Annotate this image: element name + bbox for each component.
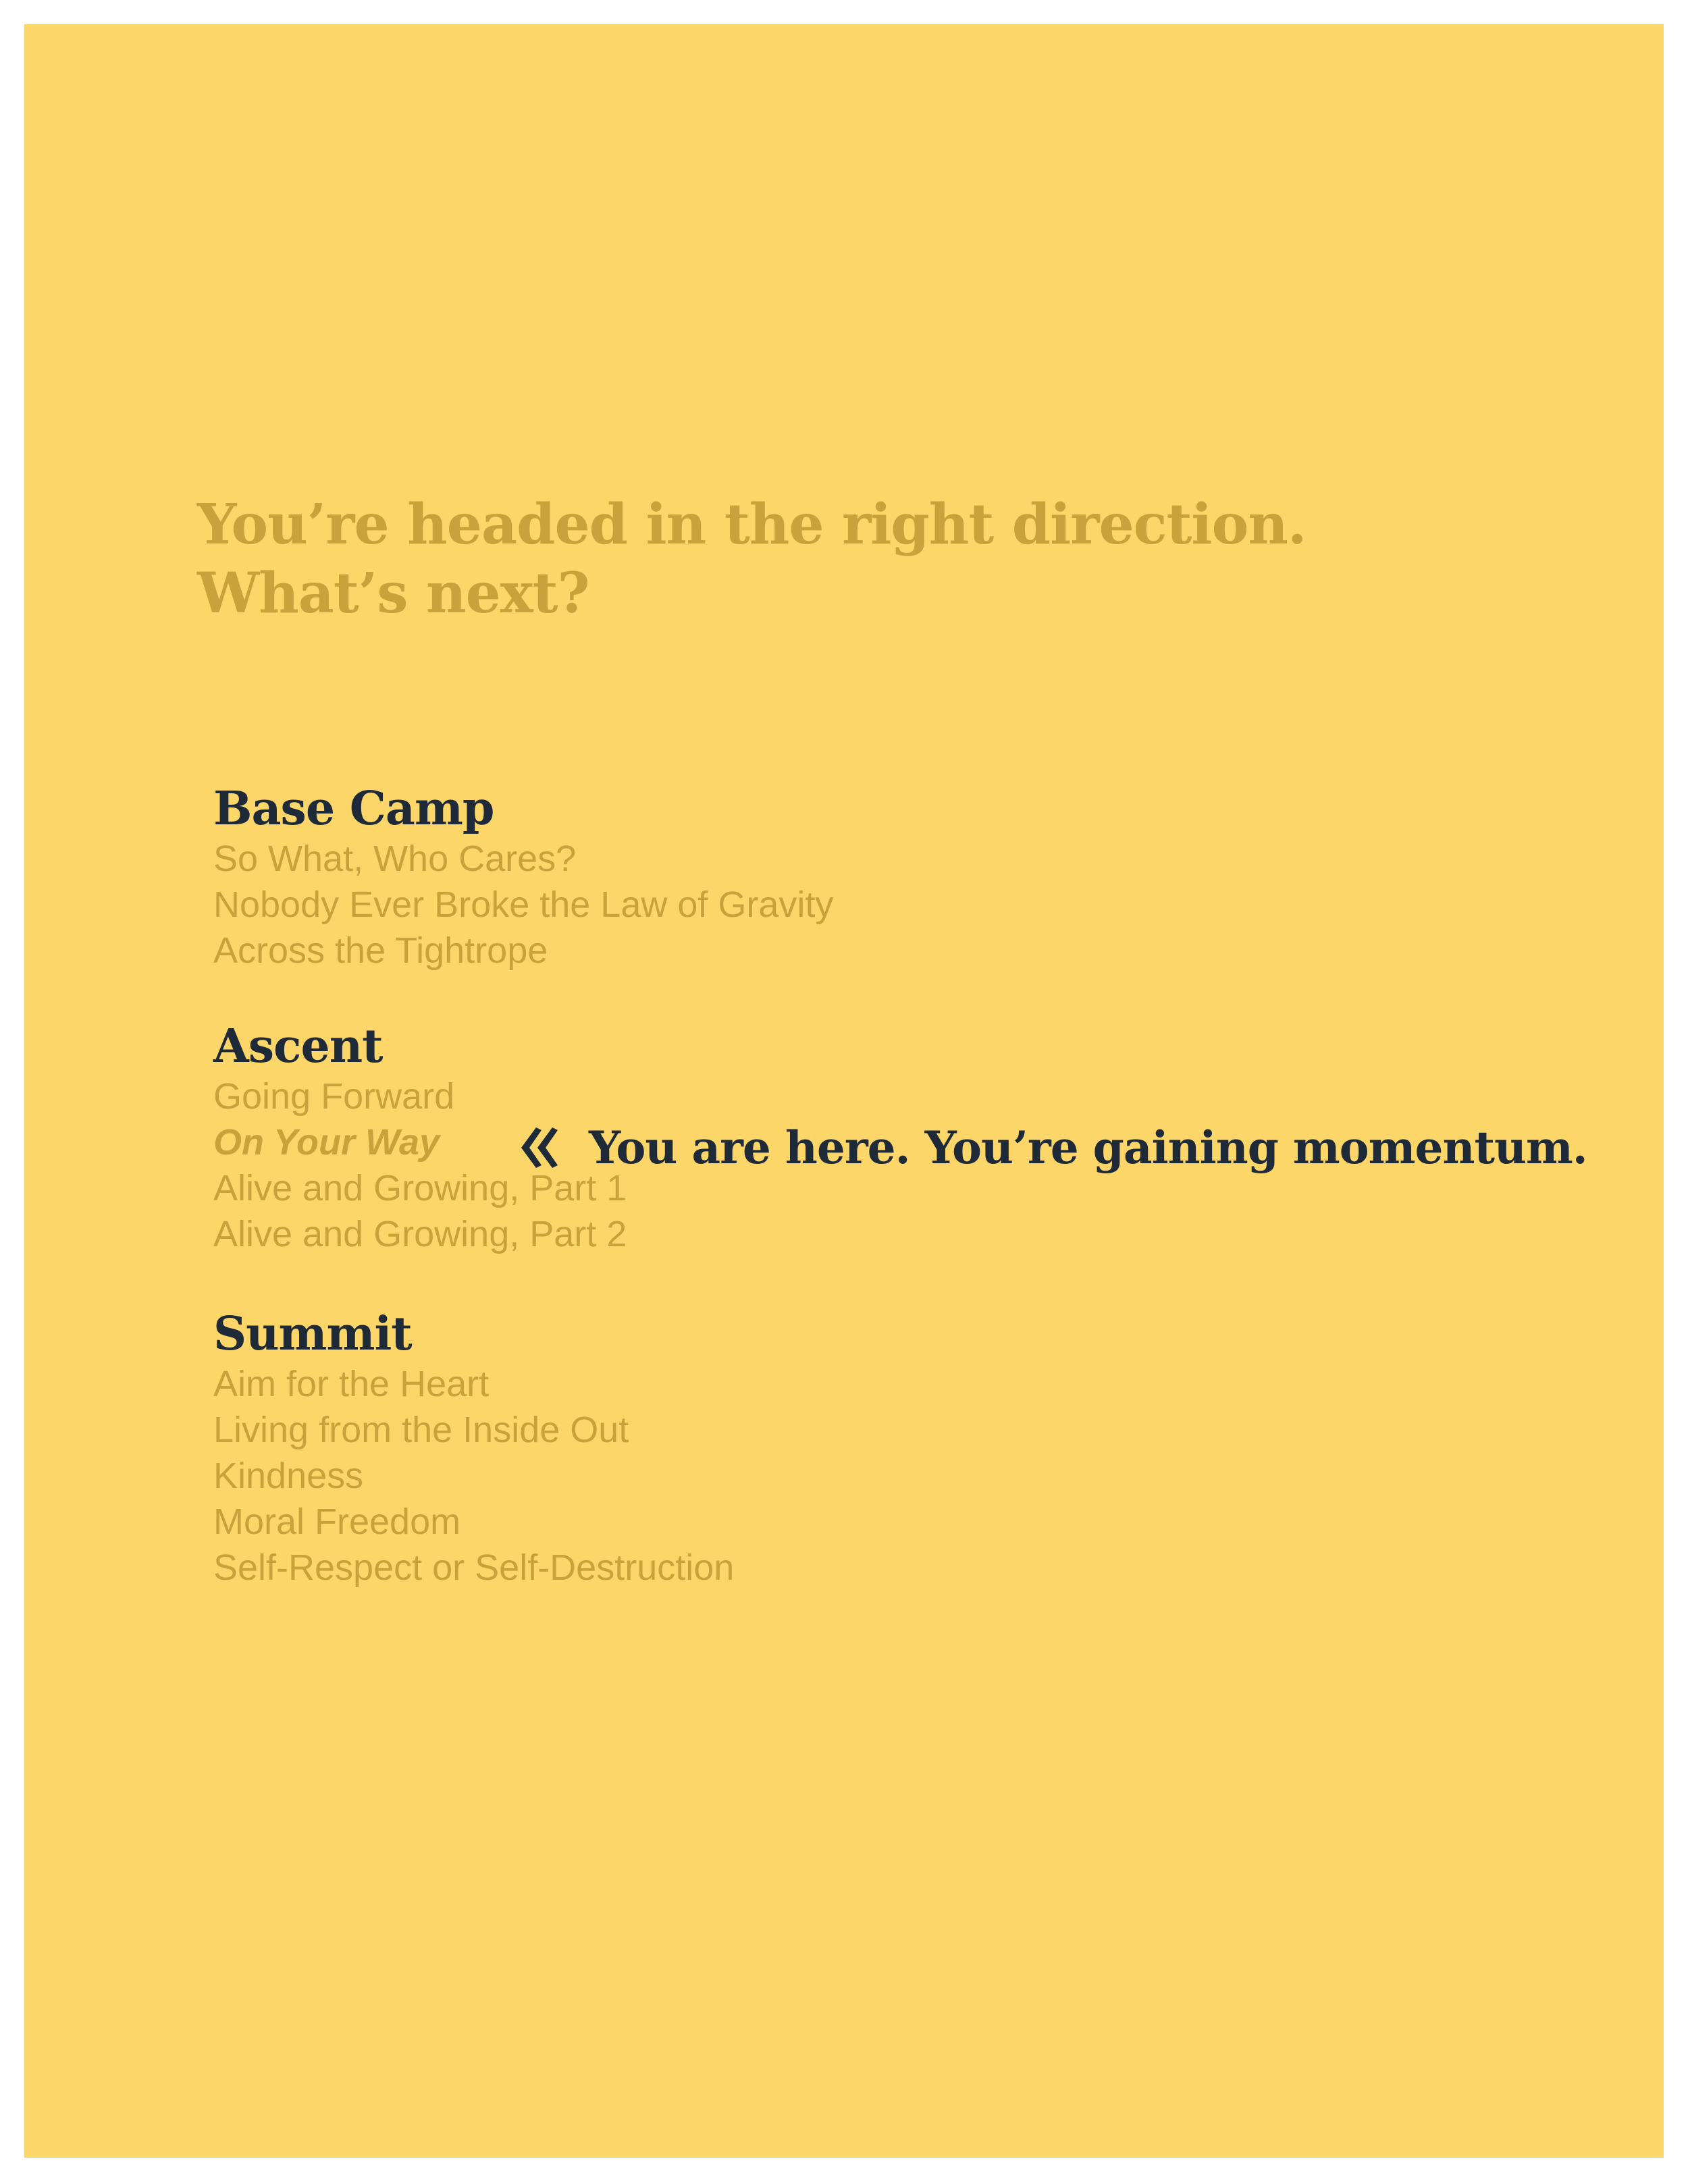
list-item: Aim for the Heart <box>213 1364 490 1404</box>
headline-line-1: You’re headed in the right direction. <box>197 492 1307 557</box>
you-are-here-marker <box>510 1121 1587 1175</box>
current-list-item: On Your Way <box>213 1122 440 1163</box>
double-chevron-left-icon <box>510 1121 564 1175</box>
headline-line-2: What’s next? <box>197 561 589 626</box>
list-item: Alive and Growing, Part 1 <box>213 1168 627 1208</box>
list-item: Nobody Ever Broke the Law of Gravity <box>213 884 834 925</box>
page-headline <box>197 490 1306 628</box>
you-are-here-text: You are here. You’re gaining momentum. <box>589 1121 1587 1174</box>
list-item: Alive and Growing, Part 2 <box>213 1214 627 1254</box>
section-summit <box>213 1307 734 1591</box>
section-base-camp <box>213 782 833 974</box>
list-item: Self-Respect or Self-Destruction <box>213 1547 735 1588</box>
list-item: Going Forward <box>213 1076 455 1117</box>
section-title: Base Camp <box>213 782 494 836</box>
section-title: Ascent <box>213 1019 383 1073</box>
list-item: So What, Who Cares? <box>213 838 577 879</box>
list-item: Moral Freedom <box>213 1501 461 1542</box>
section-title: Summit <box>213 1307 412 1361</box>
page <box>24 24 1664 2158</box>
list-item: Living from the Inside Out <box>213 1410 629 1450</box>
list-item: Kindness <box>213 1456 364 1496</box>
list-item: Across the Tightrope <box>213 930 548 971</box>
